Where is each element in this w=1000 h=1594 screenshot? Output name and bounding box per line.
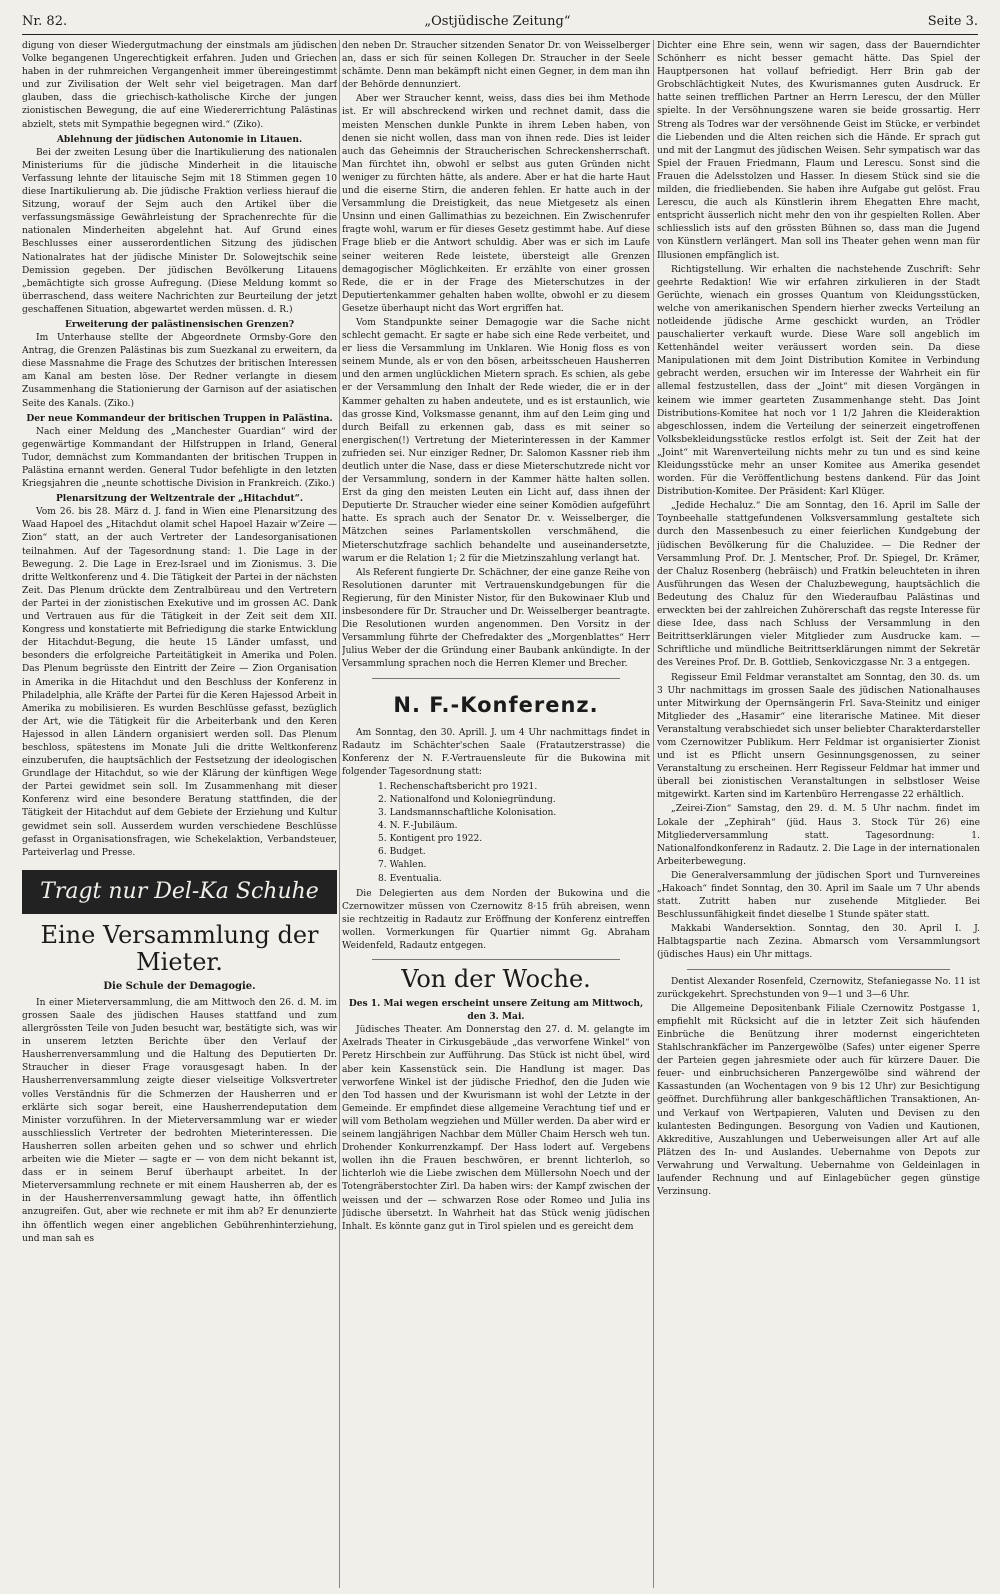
list-item: 6. Budget. bbox=[378, 847, 426, 858]
page-header bbox=[22, 10, 978, 35]
article-subtitle: Die Schule der Demagogie. bbox=[103, 980, 256, 992]
article-paragraph: digung von dieser Wiedergutmachung der einstmals am jüdischen Volke begangenen Ungerechtigkeit erfahren. Juden und Griechen haben in der ruhmreichen Vergangenheit immer übereingestimmt und zur Zivilisation der Welt sehr viel beigetragen. Man darf glauben, dass die griechisch-katholische Kirche der jungen zionistischen Bewegung, die auf eine Wiedererrichtung Palästinas abzielt, stets mit Sympathie begegnen wird.“ (Ziko). bbox=[22, 41, 337, 130]
list-item: 5. Kontigent pro 1922. bbox=[378, 834, 483, 845]
article-heading: Plenarsitzung der Weltzentrale der „Hitachdut“. bbox=[55, 493, 304, 505]
notice: Des 1. Mai wegen erscheint unsere Zeitung am Mittwoch, den 3. Mai. bbox=[348, 998, 644, 1023]
article-paragraph: Im Unterhause stellte der Abgeordnete Ormsby-Gore den Antrag, die Grenzen Palästinas bis zum Suezkanal zu erweitern, da diese Massnahme die Frage des Schutzes der britischen Interessen am Kanal am besten löse. Der Redner verlangte in diesem Zusammenhang die Stationierung der Garnison auf der asiatischen Seite des Kanals. (Ziko.) bbox=[22, 333, 337, 409]
article-paragraph: Nach einer Meldung des „Manchester Guardian“ wird der gegenwärtige Kommandant der Hilfstruppen in Irland, General Tudor, demnächst zum Kommandanten der britischen Truppen in Palästina ernannt werden. General Tudor befehligte in den letzten Kriegsjahren die „neunte schottische Division in Frankreich. (Ziko.) bbox=[22, 426, 337, 490]
article-paragraph: Vom 26. bis 28. März d. J. fand in Wien eine Plenarsitzung des Waad Hapoel des „Hitachdut olamit schel Hapoel Hazair w'Zeire — Zion“ statt, an der auch Vertreter der Landesorganisationen teilnahmen. Auf der Tagesordnung stand: 1. Die Lage in der Bewegung. 2. Die Lage in Erez-Israel und im Zionismus. 3. Die dritte Weltkonferenz und 4. Die Tätigkeit der Partei in der nächsten Zeit. Das Plenum drückte dem Zentralbüreau und den Vertretern der Partei in der zionistischen Exekutive und im grossen AC. Dank und Vertrauen aus für die Tätigkeit in der Zeit seit dem XII. Kongress und konstatierte mit Befriedigung die starke Entwicklung der Hitachdut-Begung, die heute 15 Länder umfasst, und besonders die erfolgreiche Parteitätigkeit in Amerika und Polen. Das Plenum begrüsste den Eintritt der Zeire — Zion Organisation in Amerika in die Hitachdut und den Beschluss der Konferenz in Philadelphia, alle Kräfte der Partei für die Keren Hajessod Arbeit in Amerika zu mobilisieren. Es wurden Beschlüsse gefasst, bezüglich der Art, wie die Tätigkeit für die Arbeiterbank und den Keren Hajessod in allen Ländern organisiert werden soll. Das Plenum beschloss, spätestens im Monate Juli die dritte Weltkonferenz einzuberufen, die hauptsächlich der Festsetzung der ideologischen Grundlage der Hitachdut, so wie der Klärung der künftigen Wege der Partei gewidmet sein soll. Im Zusammenhang mit dieser Konferenz wird eine besondere Beratung stattfinden, die der Tätigkeit der Hitachdut auf dem Gebiete der Erziehung und Kultur gewidmet sein soll. Ausserdem wurden verschiedene Beschlüsse gefasst in Organisationsfragen, wie Schekelaktion, Verbandsteuer, Parteiverlag und Presse. bbox=[22, 507, 337, 858]
article-paragraph: Dichter eine Ehre sein, wenn wir sagen, dass der Bauerndichter Schönherr es nicht besser gemacht hätte. Das Spiel der Hauptpersonen hat vollauf befriedigt. Herr Brin gab der Grobschlächtigkeit Nutes, des Kwurismannes guten Ausdruck. Er hatte seinen trefflichen Partner an Herrn Lerescu, der den Müller spielte. In der Versöhnungszene waren sie beide grossartig. Herr Streng als Todres war der versöhnende Geist im Stücke, er verbindet die Liebenden und die Alten reichen sich die Hände. Er sprach gut und mit der Langmut des jüdischen Weisen. Sehr sympatisch war das Spiel der Frauen Friedmann, Flaum und Lerescu. Sonst sind die Frauen die Adelsstolzen und Hasser. In diesem Stück sind sie die milden, die friedliebenden. Sie haben ihre Aufgabe gut gelöst. Frau Lerescu, die auch als Künstlerin ihrem Ehegatten Ehre macht, entspricht äusserlich nicht mehr den von ihr gespielten Rollen. Aber schliesslich ists auf den grössten Bühnen so, dass man die Jugend von Künstlern verlängert. Man soll ins Theater gehen wenn man für Illusionen empfänglich ist. bbox=[657, 41, 980, 261]
article-paragraph: Die Generalversammlung der jüdischen Sport und Turnvereines „Hakoach“ findet Sonntag, den 30. April im Saale um 7 Uhr abends statt. Zutritt haben nur zusehende Mitglieder. Bei Beschlussunfähigkeit findet dieselbe 1 Stunde später statt. bbox=[657, 870, 980, 921]
list-item: 3. Landsmannschaftliche Kolonisation. bbox=[378, 808, 557, 819]
article-heading: Der neue Kommandeur der britischen Truppen in Palästina. bbox=[26, 412, 333, 424]
article-paragraph: Jüdisches Theater. Am Donnerstag den 27. d. M. gelangte im Axelrads Theater in Cirkusgebäude „das verworfene Winkel“ von Peretz Hirschbein zur Aufführung. Das Stück ist nicht übel, wird aber kein Kassenstück sein. Die Handlung ist mager. Das verworfene Winkel ist der jüdische Friedhof, den die Juden wie den Tod hassen und der Kwurismann ist wohl der Letzte in der Gemeinde. Er empfindet diese allgemeine Verachtung tief und er will vom Betholam wegziehen und Müller werden. Da aber wird er seinem langjährigen Nachbar dem Müller Chaim Hersch weh tun. Drohender Konkurrenzkampf. Der Hass lodert auf. Vergebens wollen ihn die Frauen beschwören, er brennt lichterloh, so lichterloh wie die Liebe zwischen dem Müllersohn Noech und der Totengräberstochter Zirl. Da haben wirs: der Kampf zwischen der weissen und der — schwarzen Rose oder Romeo und Julia ins Jüdische übersetzt. In Wahrheit hat das Stück wenig jüdischen Inhalt. Es könnte ganz gut in Tirol spielen und es gereicht dem bbox=[342, 1025, 650, 1232]
list-item: 4. N. F.-Jubiläum. bbox=[378, 821, 458, 832]
column-left bbox=[22, 40, 337, 1588]
shoe-advertisement: Tragt nur Del-Ka Schuhe bbox=[22, 870, 337, 914]
article-paragraph: Richtigstellung. Wir erhalten die nachstehende Zuschrift: Sehr geehrte Redaktion! Wie wir erfahren zirkulieren in der Stadt Gerüchte, wienach ein grosses Quantum von Kleidungsstücken, welche von amerikanischen Spendern hierher zwecks Verteilung an notleidende jüdische Arme geschickt wurden, an Trödler pauschalierter verkauft wurde. Diese Ware soll angeblich im Kettenhändel weiter veräussert worden sein. Da diese Manipulationen mit dem Joint Distribution Komitee in Verbindung gebracht werden, ersuchen wir im Interesse der Wahrheit ein für allemal festzustellen, dass der „Joint“ mit diesen Vorgängen in keinem wie immer gearteten Zusammenhange steht. Das Joint Distributions-Komitee hat noch vor 1 1/2 Jahren die Kleideraktion abgeschlossen, indem die Verteilung der seinerzeit eingetroffenen Volksbekleidungsstücke restlos erfolgt ist. Seit der Zeit hat der „Joint“ mit Warenverteilung nichts mehr zu tun und es sind keine Kleidungsstücke mehr an unser Komitee aus Amerika gesendet worden. Für die Veröffentlichung bestens dankend. Für das Joint Distribution-Komitee. Der Präsident: Karl Klüger. bbox=[657, 264, 980, 498]
column-right bbox=[657, 40, 980, 1588]
article-paragraph: Vom Standpunkte seiner Demagogie war die Sache nicht schlecht gemacht. Er sagte er habe sich eine Rede verbeitet, und er liess die Versammlung im Unklaren. Wie Honig floss es von seinem Munde, als er von den bösen, arbeitsscheuen Hausherren und den armen unglücklichen Mietern sprach. Es schien, als gebe er der Versammlung den Inhalt der Rede wieder, die er in der Kammer gehalten zu haben andeutete, und es ist erstaunlich, wie das grosse Kind, Volksmasse genannt, ihm auf den Leim ging und durch Beifall zu erkennen gab, dass es mit seiner so energischen(!) Vertretung der Mieterinteressen in der Kammer zufrieden sei. Nur einziger Redner, Dr. Salomon Kassner rieb ihm deutlich unter die Nase, dass er diese Mieterschutzrede nicht vor der Versammlung, sondern in der Kammer hätte halten sollen. Erst da ging den meisten Leuten ein Licht auf, dass ihnen der Deputierte Dr. Straucher wieder eine seiner Komödien aufgeführt hatte. Es sprach auch der Senator Dr. v. Weisselberger, die Mätzchen seines Parlamentskollen verschmähend, die Mieterschutzfrage sachlich behandelte und auseinandersetzte, warum er die Relation 1; 2 für die Mietzinszahlung verlangt hat. bbox=[342, 317, 650, 564]
list-item: 2. Nationalfond und Koloniegründung. bbox=[378, 794, 556, 805]
section-divider bbox=[372, 959, 620, 960]
article-paragraph: In einer Mieterversammlung, die am Mittwoch den 26. d. M. im grossen Saale des jüdischen Hauses stattfand und zum allergrössten Teile von Juden besucht war, bestätigte sich, was wir in unserem letzten Berichte über den Verlauf der Hausherrenversammlung und die Haltung des Deputierten Dr. Straucher in dieser Frage vorausgesagt haben. In der Hausherrenversammlung zeigte dieser vielseitige Volksvertreter volles Verständnis für die Schmerzen der Hausherren und er erklärte sich sogar bereit, eine Hausherrendeputation dem Minister vorzuführen. In der Mieterversammlung war er wieder ausschliesslich Vertreter der bedrohten Mieterinteressen. Die Hausherren sollen arbeiten gehen und so schwer und ehrlich arbeiten wie die Mieter — sagte er — von dem nicht bekannt ist, dass er in seinem Beruf überhaupt arbeitet. In der Mieterversammlung rechnete er mit einem Hausherren ab, der es in der Hausherrenversammlung gewagt hatte, ihn öffentlich anzugreifen. Gut, aber wie rechnete er mit ihm ab? Er denunzierte ihn öffentlich wegen einer angeblichen Gebührenhinterziehung, und man sah es bbox=[22, 997, 337, 1244]
section-divider bbox=[372, 678, 620, 679]
article-paragraph: „Zeirei-Zion“ Samstag, den 29. d. M. 5 Uhr nachm. findet im Lokale der „Zephirah“ (jüd. Haus 3. Stock Tür 26) eine Mitgliederversammlung statt. Tagesordnung: 1. Nationalfondkonferenz in Radautz. 2. Die Lage in der internationalen Arbeiterbewegung. bbox=[657, 804, 980, 867]
article-paragraph: Bei der zweiten Lesung über die Inartikulierung des nationalen Ministeriums für die jüdische Minderheit in die litauische Verfassung lehnte der litauische Sejm mit 18 Stimmen gegen 10 diese Inartikulierung ab. Die jüdische Fraktion verliess hierauf die Sitzung, worauf der Sejm auch den Artikel über die verfassungsmässige Gewährleistung der Sprachenrechte für die nationalen Minderheiten abgelehnt hat. Auf Grund eines Beschlusses einer ausserordentlichen Sitzung des jüdischen Nationalrates hat der jüdische Minister Dr. Solowejtschik seine Demission gegeben. Der jüdischen Bevölkerung Litauens „bemächtigte sich grosse Aufregung. (Diese Meldung kommt so überraschend, dass weitere Nachrichten zur Beurteilung der jetzt geschaffenen Situation, abgewartet werden müssen. d. R.) bbox=[22, 147, 337, 315]
article-paragraph: „Jedide Hechaluz.“ Die am Sonntag, den 16. April im Salle der Toynbeehalle stattgefundenen Volksversammlung gestaltete sich durch den Massenbesuch zu einer feierlichen Kundgebung der jüdischen Bevölkerung für die Chaluzidee. — Die Redner der Versammlung Prof. Dr. J. Mentscher, Prof. Dr. Spiegel, Dr. Krämer, der Chaluz Rosenberg (hebräisch) und Fratkin beleuchteten in ihren Ausführungen das Wesen der Chaluzbewegung, hauptsächlich die Bedeutung des Chaluz für den Wiederaufbau Palästinas und erweckten bei der zahlreichen Zuhörerschaft das regste Interesse für diese Idee, dass nach Schluss der Versammlung in den Beitrittserklärungen vieler Mitglieder zum Ausdrucke kam. — Schriftliche und mündliche Beitrittserklärungen nimmt der Sekretär des Vereines Prof. Dr. B. Gottlieb, Senkoviczgasse Nr. 3 a entgegen. bbox=[657, 501, 980, 669]
page-number: Seite 3. bbox=[927, 13, 978, 29]
column-divider bbox=[653, 40, 654, 1588]
article-paragraph: den neben Dr. Straucher sitzenden Senator Dr. von Weisselberger an, dass er sich für seinen Kollegen Dr. Straucher in der Seele schämte. Denn man bekämpft nicht einen Gegner, in dem man ihn der Behörde dennunziert. bbox=[342, 41, 650, 91]
article-paragraph: Die Delegierten aus dem Norden der Bukowina und die Czernowitzer müssen von Czernowitz 8·15 früh abreisen, wenn sie rechtzeitig in Radautz zur Eröffnung der Konferenz eintreffen wollen. Vormerkungen für Quartier nimmt Gg. Abraham Weidenfeld, Radautz entgegen. bbox=[342, 888, 650, 951]
article-heading: Ablehnung der jüdischen Autonomie in Litauen. bbox=[56, 133, 303, 145]
section-title: Von der Woche. bbox=[401, 965, 591, 994]
article-paragraph: Makkabi Wandersektion. Sonntag, den 30. April I. J. Halbtagspartie nach Zezina. Abmarsch vom Versammlungsort (jüdisches Haus) ein Uhr mittags. bbox=[657, 924, 980, 961]
article-title: N. F.-Konferenz. bbox=[393, 692, 599, 717]
article-title: Eine Versammlung der Mieter. bbox=[40, 920, 319, 976]
column-divider bbox=[339, 40, 340, 1588]
article-paragraph: Am Sonntag, den 30. Aprill. J. um 4 Uhr nachmittags findet in Radautz im Schächter'schen Saale (Fratautzerstrasse) die Konferenz der N. F.-Vertrauensleute für die Bukowina mit folgender Tagesordnung statt: bbox=[342, 727, 650, 777]
article-paragraph: Aber wer Straucher kennt, weiss, dass dies bei ihm Methode ist. Er will abschreckend wirken und rechnet damit, dass die meisten Menschen dunkle Punkte in ihrem Leben haben, von denen sie nicht wollen, dass man von ihnen rede. Dies ist leider auch das Geheimnis der Straucherischen Schreckensherrschaft. Man fürchtet ihn, obwohl er selbst aus guten Gründen nicht weniger zu fürchten hätte, als andere. Aber er hat die harte Haut und die eiserne Stirn, die anderen fehlen. Er hatte auch in der Versammlung die Dreistigkeit, das neue Mietgesetz als einen Unsinn und einen Gallimathias zu bezeichnen. Ein Zwischenrufer fragte wohl, warum er für dieses Gesetz gestimmt habe. Auf diese Frage blieb er die Antwort schuldig. Aber was er sich im Laufe seiner weiteren Rede leistete, übersteigt alle Grenzen demagogischer Möglichkeiten. Er erzählte von einer grossen Rede, die er in der Frage des Mieterschutzes in der Deputiertenkammer gehalten haben wollte, obwohl er zu diesem Gesetze überhaupt nicht das Wort ergriffen hat. bbox=[342, 94, 650, 314]
article-paragraph: Regisseur Emil Feldmar veranstaltet am Sonntag, den 30. ds. um 3 Uhr nachmittags im grossen Saale des jüdischen Nationalhauses unter Mitwirkung der Opernsängerin Frl. Sava-Steinitz und einiger Mitglieder des „Hasamir“ eine literarische Matinee. Mit dieser Veranstaltung verabschiedet sich unser beliebter Charakterdarsteller vom Czernowitzer Publikum. Herr Feldmar ist organisierter Zionist und ist es Pflicht unsern Gesinnungsgenossen, zu seiner Veranstaltung zu erscheinen. Herr Regisseur Feldmar hat immer und überall bei zionistischen Veranstaltungen in selbstloser Weise mitgewirkt. Karten sind im Kartenbüro Herrengasse 22 erhältlich. bbox=[657, 672, 980, 801]
article-heading: Erweiterung der palästinensischen Grenzen? bbox=[64, 318, 295, 330]
newspaper-title: „Ostjüdische Zeitung“ bbox=[424, 13, 571, 29]
section-divider bbox=[687, 969, 950, 970]
advertisement: Dentist Alexander Rosenfeld, Czernowitz, Stefaniegasse No. 11 ist zurückgekehrt. Sprechstunden von 9—1 und 3—6 Uhr. bbox=[657, 976, 980, 1000]
list-item: 7. Wahlen. bbox=[378, 860, 427, 871]
list-item: 8. Eventualia. bbox=[378, 873, 442, 884]
advertisement: Die Allgemeine Depositenbank Filiale Czernowitz Postgasse 1, empfiehlt mit Rücksicht auf die in letzter Zeit sich häufenden Einbrüche die Benützung ihrer modernst eingerichteten Stahlschrankfächer im Panzergewölbe (Safes) unter eigener Sperre der Parteien gegen jahresmiete oder auch für kürzere Dauer. Die feuer- und einbruchsicheren Panzergewölbe sind während der Kassastunden (an Wochentagen von 9 bis 12 Uhr) zur Besichtigung geöffnet. Durchführung aller bankgeschäftlichen Transaktionen, An- und Verkauf von Wertpapieren, Valuten und Devisen zu den kulantesten Bedingungen. Besorgung von Vadien und Kautionen, Akkreditive, Auszahlungen und Ueberweisungen aller Art auf alle Plätzen des In- und Auslandes. Uebernahme von Depots zur Verwahrung und Verwaltung. Uebernahme von Geldeinlagen in laufender Rechnung und auf Einlagebücher gegen günstige Verzinsung. bbox=[657, 1003, 980, 1198]
column-middle bbox=[342, 40, 650, 1588]
list-item: 1. Rechenschaftsbericht pro 1921. bbox=[378, 781, 538, 792]
agenda-list bbox=[342, 781, 650, 886]
article-paragraph: Als Referent fungierte Dr. Schächner, der eine ganze Reihe von Resolutionen darunter mit Vertrauenskundgebungen für die Regierung, für den Minister Nistor, für den Bukowinaer Klub und insbesondere für Dr. Straucher und Dr. Weisselberger beantragte. Die Resolutionen wurden angenommen. Den Vorsitz in der Versammlung führte der Chefredakter des „Morgenblattes“ Herr Julius Weber der die Gründung einer Baubank ankündigte. In der Versammlung sprachen noch die Herren Klemer und Brecher. bbox=[342, 567, 650, 670]
issue-number: Nr. 82. bbox=[22, 13, 68, 29]
